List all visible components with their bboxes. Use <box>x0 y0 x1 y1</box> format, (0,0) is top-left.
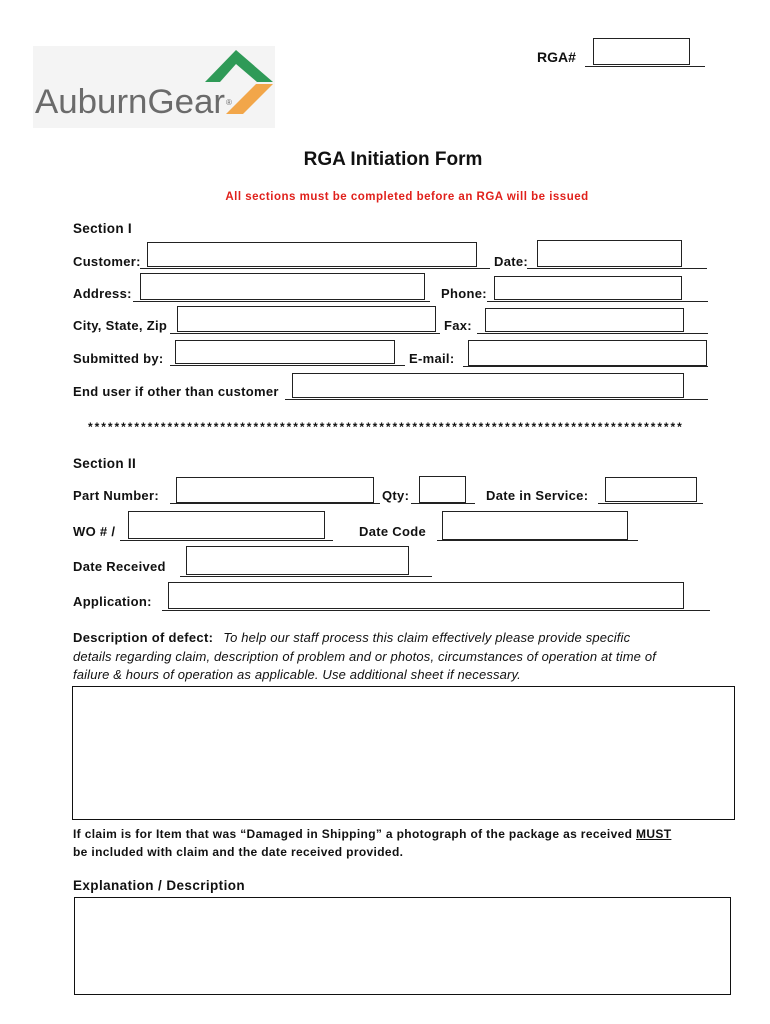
submitted-by-underline <box>170 365 405 366</box>
email-underline <box>463 366 708 367</box>
date-code-underline <box>437 540 638 541</box>
defect-description-textarea[interactable] <box>72 686 735 820</box>
email-label: E-mail: <box>409 351 455 366</box>
part-number-underline <box>170 503 380 504</box>
date-received-field[interactable] <box>186 546 409 575</box>
explanation-label: Explanation / Description <box>73 878 246 893</box>
phone-underline <box>487 301 708 302</box>
submitted-by-label: Submitted by: <box>73 351 164 366</box>
date-received-label: Date Received <box>73 559 166 574</box>
customer-field[interactable] <box>147 242 477 267</box>
shipping-note-emphasis: MUST <box>636 827 672 841</box>
end-user-label: End user if other than customer <box>73 384 279 399</box>
wo-number-field[interactable] <box>128 511 325 539</box>
date-in-service-underline <box>598 503 703 504</box>
email-field[interactable] <box>468 340 707 366</box>
logo-registered-mark: ® <box>226 98 232 107</box>
qty-label: Qty: <box>382 488 410 503</box>
application-field[interactable] <box>168 582 684 609</box>
address-label: Address: <box>73 286 132 301</box>
customer-label: Customer: <box>73 254 141 269</box>
defect-instructions-line-3: failure & hours of operation as applicable. Use additional sheet if necessary. <box>73 667 521 682</box>
asterisk-separator: ****************************************************************************************** <box>88 420 684 434</box>
fax-label: Fax: <box>444 318 472 333</box>
explanation-textarea[interactable] <box>74 897 731 995</box>
defect-help-text: To help our staff process this claim effectively please provide specific <box>223 630 631 645</box>
shipping-note-text: If claim is for Item that was “Damaged in Shipping” a photograph of the package as received <box>73 827 633 841</box>
city-state-zip-underline <box>170 333 440 334</box>
date-underline <box>527 268 707 269</box>
rga-number-field[interactable] <box>593 38 690 65</box>
auburn-gear-logo <box>33 46 275 128</box>
date-label: Date: <box>494 254 529 269</box>
part-number-label: Part Number: <box>73 488 159 503</box>
city-state-zip-field[interactable] <box>177 306 436 332</box>
address-underline <box>133 301 430 302</box>
shipping-damage-note-line-1 <box>73 828 671 841</box>
end-user-field[interactable] <box>292 373 684 398</box>
city-state-zip-label: City, State, Zip <box>73 318 168 333</box>
rga-number-label: RGA# <box>537 49 576 65</box>
end-user-underline <box>285 399 708 400</box>
part-number-field[interactable] <box>176 477 374 503</box>
section-2-heading: Section II <box>73 456 137 471</box>
completion-notice: All sections must be completed before an RGA will be issued <box>225 191 589 203</box>
application-underline <box>162 610 710 611</box>
defect-instructions-line-2: details regarding claim, description of problem and or photos, circumstances of operation at time of <box>73 649 656 664</box>
submitted-by-field[interactable] <box>175 340 395 364</box>
logo-wordmark: AuburnGear <box>35 83 225 121</box>
date-field[interactable] <box>537 240 682 267</box>
address-field[interactable] <box>140 273 425 300</box>
date-received-underline <box>180 576 432 577</box>
date-in-service-field[interactable] <box>605 477 697 502</box>
qty-field[interactable] <box>419 476 466 503</box>
rga-number-underline <box>585 66 705 67</box>
wo-number-underline <box>120 540 333 541</box>
defect-description-label: Description of defect: <box>73 630 214 645</box>
date-code-label: Date Code <box>359 524 426 539</box>
phone-field[interactable] <box>494 276 682 300</box>
wo-number-label: WO # / <box>73 524 116 539</box>
date-in-service-label: Date in Service: <box>486 488 589 503</box>
defect-instructions-line-1 <box>73 631 630 645</box>
date-code-field[interactable] <box>442 511 628 540</box>
qty-underline <box>411 503 475 504</box>
form-title: RGA Initiation Form <box>303 149 483 170</box>
fax-field[interactable] <box>485 308 684 332</box>
phone-label: Phone: <box>441 286 487 301</box>
customer-underline <box>140 268 490 269</box>
shipping-damage-note-line-2: be included with claim and the date received provided. <box>73 845 404 859</box>
application-label: Application: <box>73 594 152 609</box>
fax-underline <box>477 333 708 334</box>
section-1-heading: Section I <box>73 221 132 236</box>
